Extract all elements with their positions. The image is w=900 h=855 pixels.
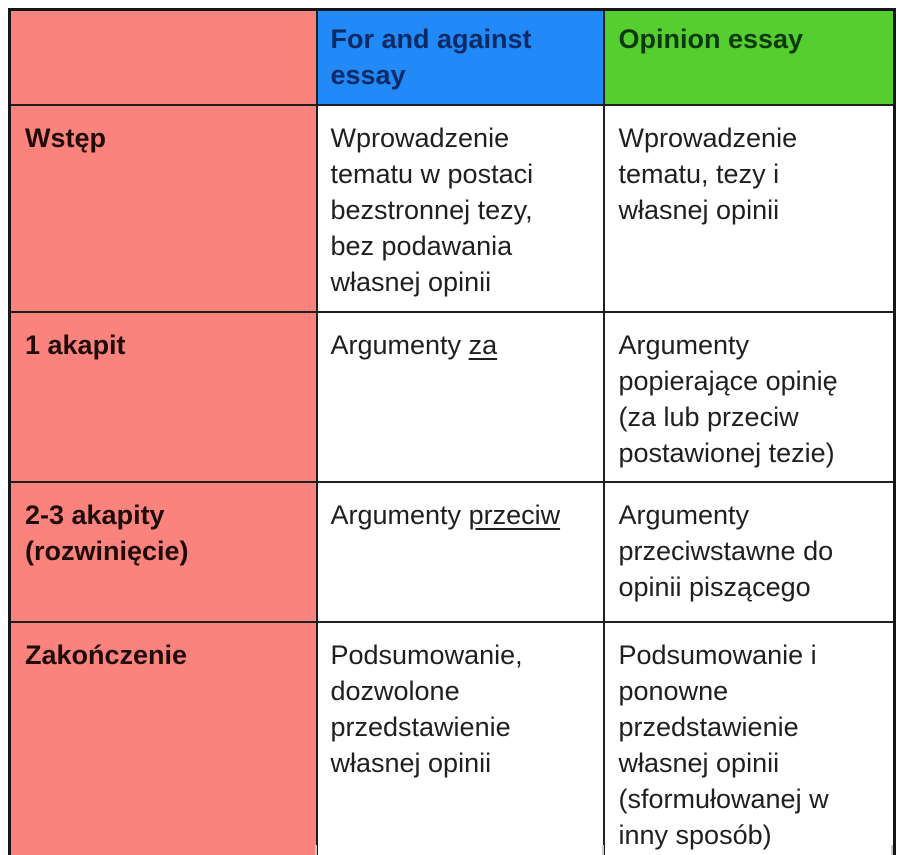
akapity23-opinion-cell: Argumenty przeciwstawne do opinii piszącego <box>604 482 895 622</box>
wstep-for-against-cell: Wprowadzenie tematu w postaci bezstronnej tezy, bez podawania własnej opinii <box>317 105 604 312</box>
wstep-opinion-cell: Wprowadzenie tematu, tezy i własnej opinii <box>604 105 895 312</box>
row-label-1-akapit: 1 akapit <box>10 312 317 482</box>
akapit1-for-against-underlined-word: za <box>468 329 498 360</box>
table-row-2-3-akapity <box>10 482 895 622</box>
table-row-zakonczenie <box>10 622 895 855</box>
akapit1-for-against-prefix: Argumenty <box>330 329 469 360</box>
header-blank-cell <box>10 10 317 105</box>
row-label-zakonczenie: Zakończenie <box>10 622 317 855</box>
row-label-2-3-akapity: 2-3 akapity (rozwinięcie) <box>10 482 317 622</box>
akapity23-for-against-prefix: Argumenty <box>330 499 469 530</box>
zakonczenie-opinion-cell: Podsumowanie i ponowne przedstawienie własnej opinii (sformułowanej w inny sposób) <box>604 622 895 855</box>
akapit1-for-against-cell <box>317 312 604 482</box>
akapity23-for-against-cell <box>317 482 604 622</box>
cutoff-next-row <box>8 845 893 855</box>
row-label-wstep: Wstęp <box>10 105 317 312</box>
akapit1-opinion-cell: Argumenty popierające opinię (za lub przeciw postawionej tezie) <box>604 312 895 482</box>
cutoff-column-divider <box>602 845 604 855</box>
akapity23-for-against-underlined-word: przeciw <box>468 499 561 530</box>
header-opinion-essay: Opinion essay <box>604 10 895 105</box>
table-row-wstep <box>10 105 895 312</box>
essay-comparison-table <box>8 8 896 855</box>
table-header-row <box>10 10 895 105</box>
zakonczenie-for-against-cell: Podsumowanie, dozwolone przedstawienie własnej opinii <box>317 622 604 855</box>
table-row-1-akapit <box>10 312 895 482</box>
header-for-and-against: For and against essay <box>317 10 604 105</box>
cutoff-column-divider <box>891 845 893 855</box>
cutoff-column-divider <box>315 845 317 855</box>
